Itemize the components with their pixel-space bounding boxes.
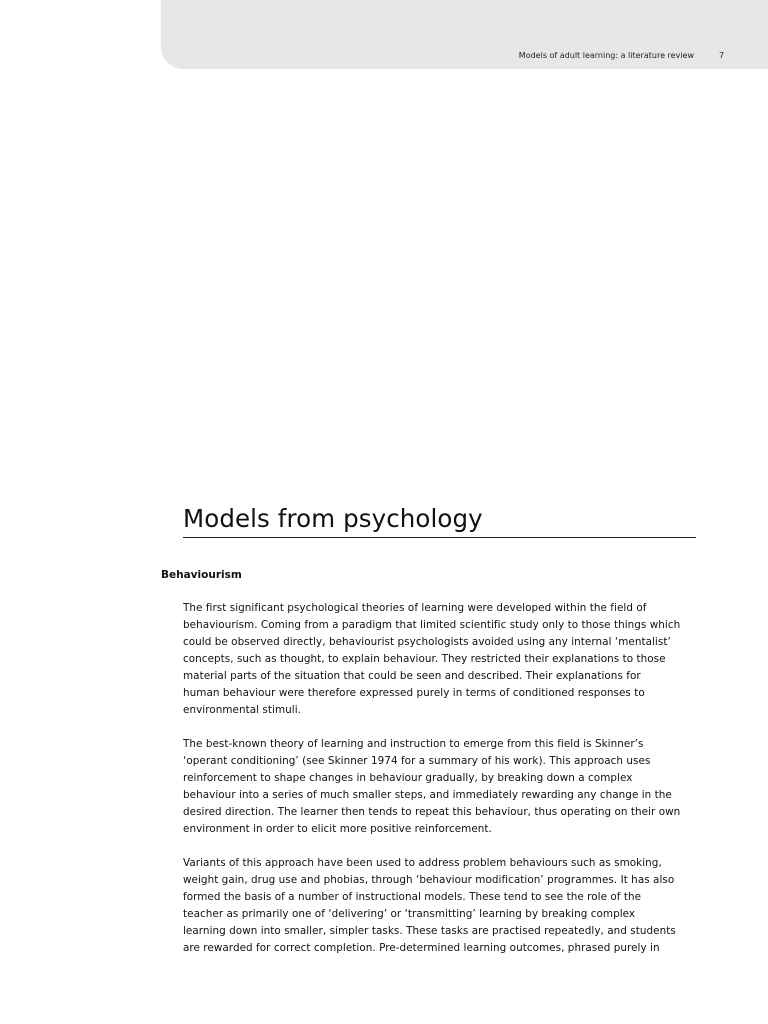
- text-line: desired direction. The learner then tends to repeat this behaviour, thus operating on their own: [183, 806, 681, 818]
- text-line: are rewarded for correct completion. Pre-determined learning outcomes, phrased purely in: [183, 942, 660, 954]
- text-line: The best-known theory of learning and instruction to emerge from this field is Skinner’s: [183, 738, 644, 750]
- text-line: teacher as primarily one of ‘delivering’ or ‘transmitting’ learning by breaking complex: [183, 908, 636, 920]
- paragraph-2: [183, 736, 703, 838]
- text-line: behaviour into a series of much smaller steps, and immediately rewarding any change in the: [183, 789, 672, 801]
- text-line: behaviourism. Coming from a paradigm that limited scientific study only to those things which: [183, 619, 681, 631]
- subheading-behaviourism: Behaviourism: [161, 569, 242, 581]
- text-line: ‘operant conditioning’ (see Skinner 1974 for a summary of his work). This approach uses: [183, 755, 651, 767]
- text-line: could be observed directly, behaviourist psychologists avoided using any internal ‘mentalist’: [183, 636, 671, 648]
- text-line: reinforcement to shape changes in behaviour gradually, by breaking down a complex: [183, 772, 633, 784]
- text-line: weight gain, drug use and phobias, through ‘behaviour modification’ programmes. It has also: [183, 874, 675, 886]
- text-line: concepts, such as thought, to explain behaviour. They restricted their explanations to those: [183, 653, 666, 665]
- text-line: human behaviour were therefore expressed purely in terms of conditioned responses to: [183, 687, 645, 699]
- text-line: learning down into smaller, simpler tasks. These tasks are practised repeatedly, and students: [183, 925, 676, 937]
- body-text: [183, 600, 703, 974]
- text-line: environmental stimuli.: [183, 704, 301, 716]
- text-line: material parts of the situation that could be seen and described. Their explanations for: [183, 670, 641, 682]
- text-line: formed the basis of a number of instructional models. These tend to see the role of the: [183, 891, 642, 903]
- paragraph-3: [183, 855, 703, 957]
- header-band: [161, 0, 768, 69]
- text-line: The first significant psychological theories of learning were developed within the field of: [183, 602, 647, 614]
- text-line: Variants of this approach have been used to address problem behaviours such as smoking,: [183, 857, 662, 869]
- text-line: environment in order to elicit more positive reinforcement.: [183, 823, 492, 835]
- running-title: Models of adult learning: a literature review: [518, 51, 694, 60]
- page-number: 7: [719, 51, 725, 60]
- section-heading: Models from psychology: [183, 503, 696, 538]
- paragraph-1: [183, 600, 703, 719]
